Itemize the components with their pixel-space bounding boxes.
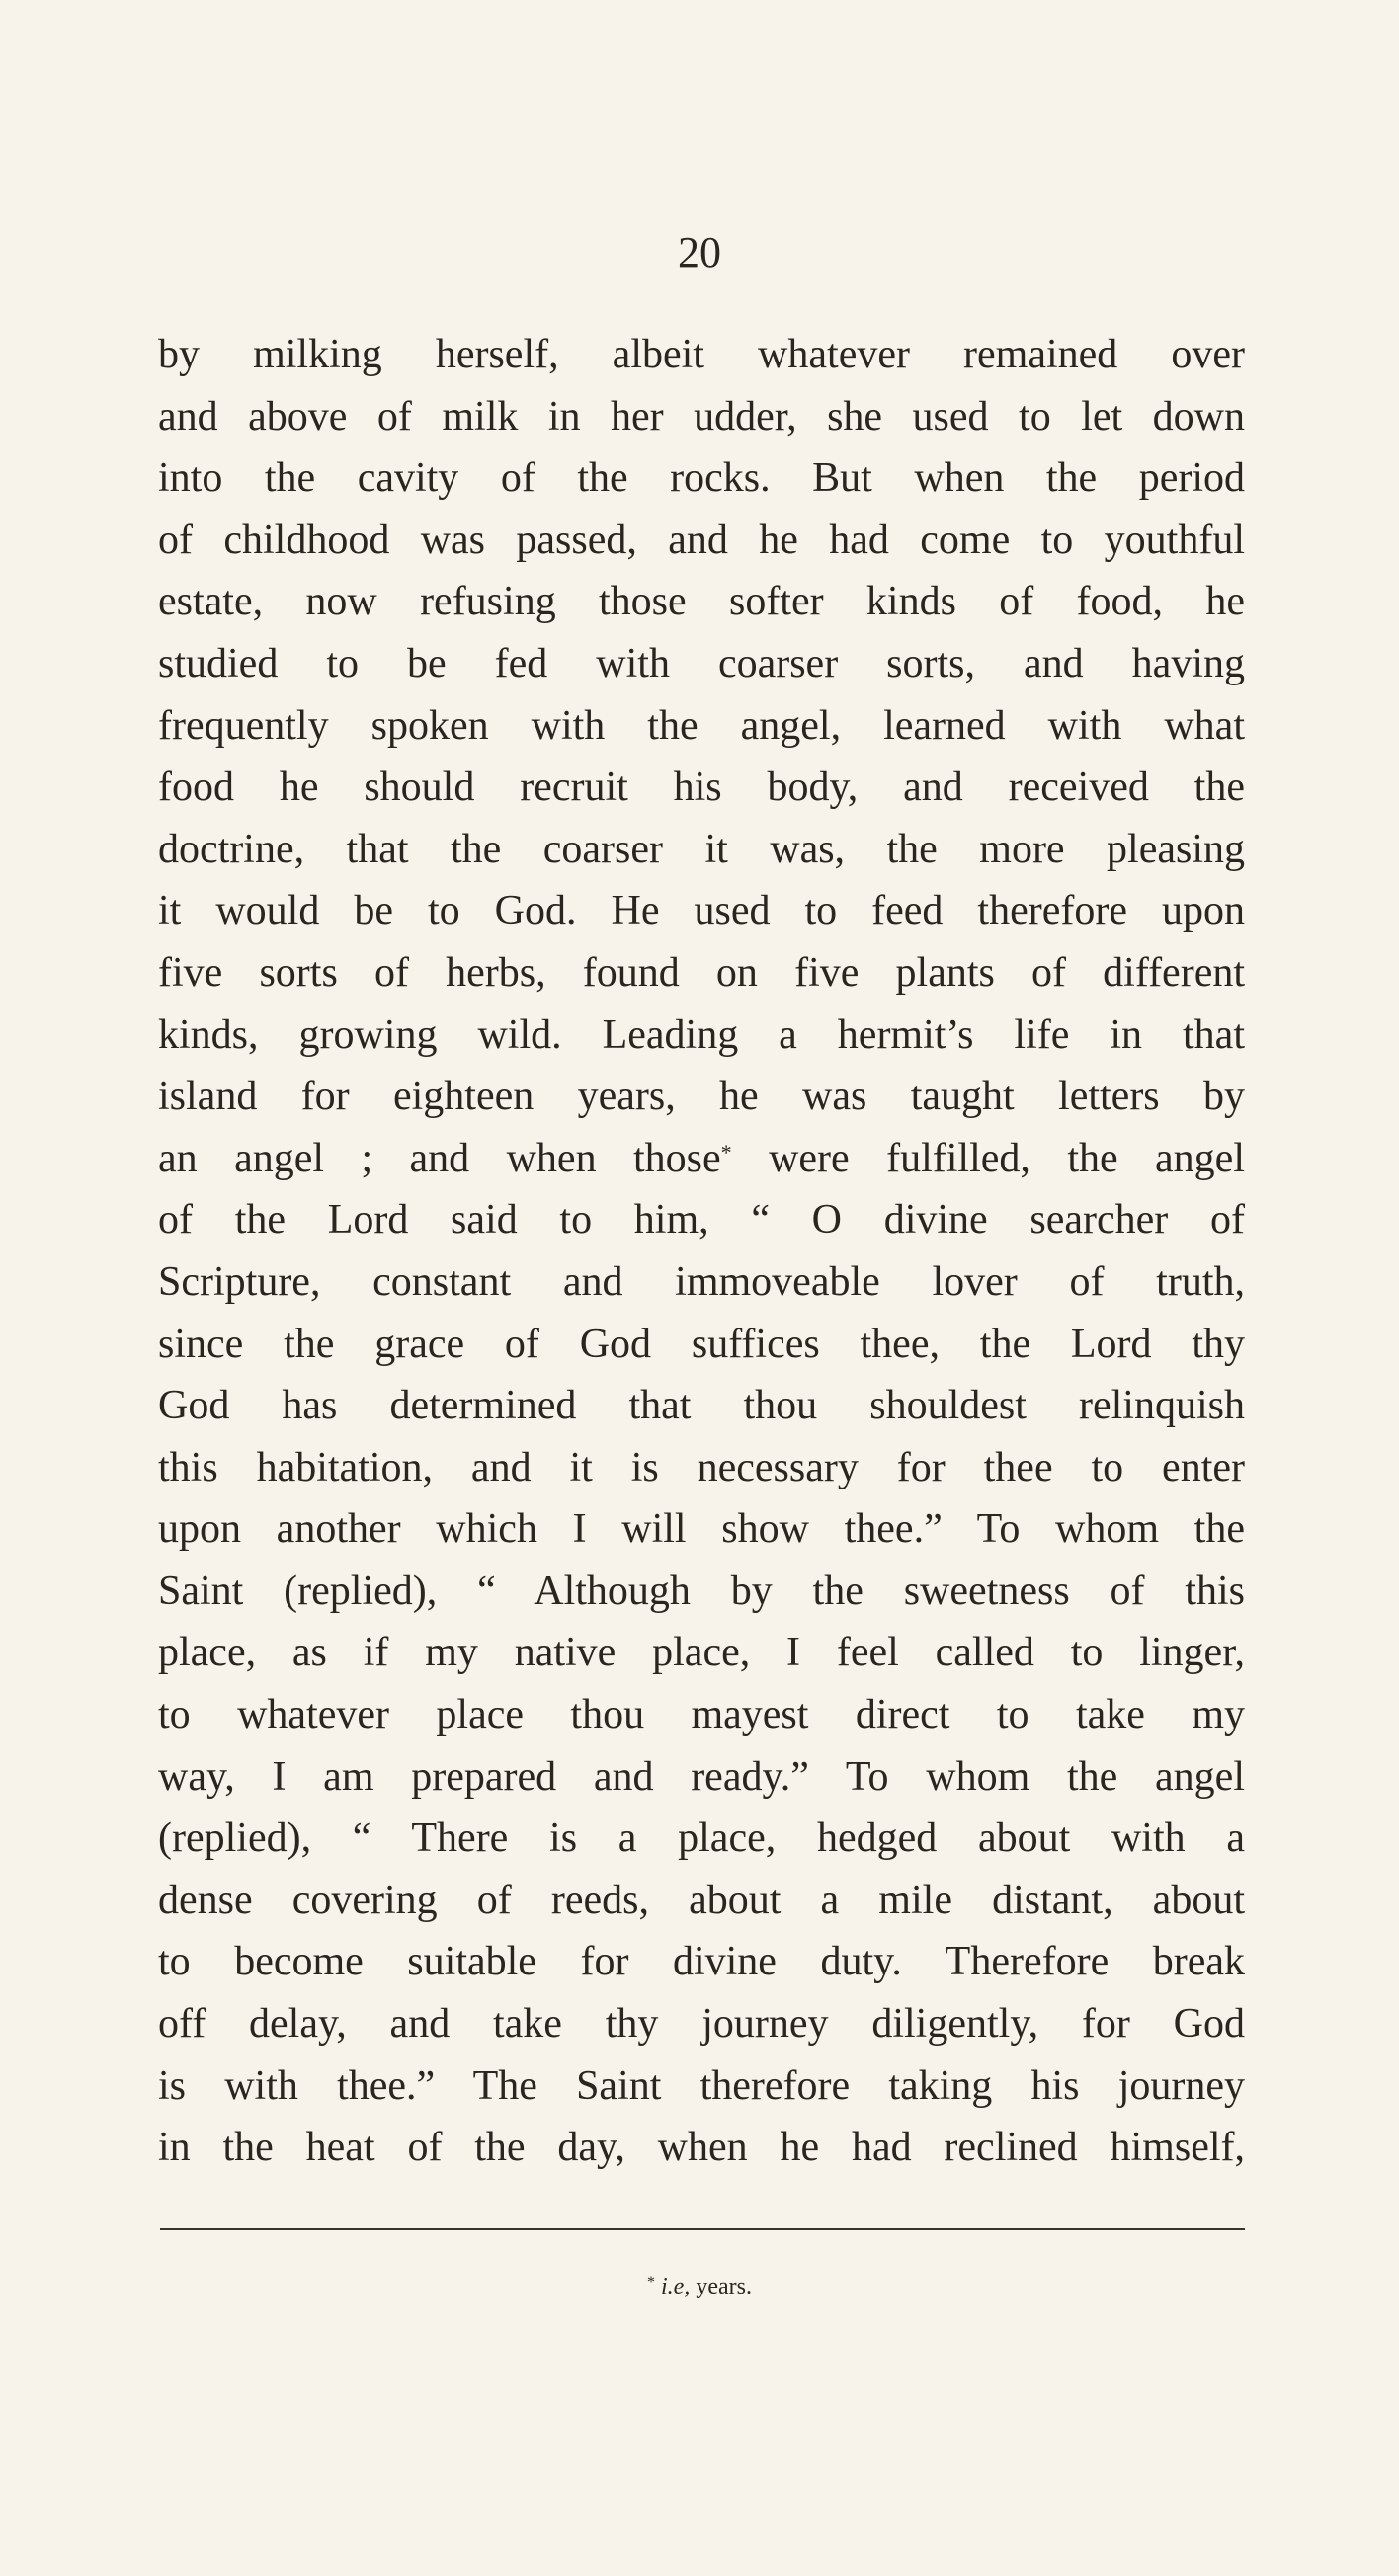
text-line: in the heat of the day, when he had reclined himself, bbox=[158, 2125, 1245, 2171]
text-line: food he should recruit his body, and received the bbox=[158, 765, 1245, 811]
footnote-divider bbox=[160, 2228, 1245, 2230]
text-line: of childhood was passed, and he had come to youthful bbox=[158, 517, 1245, 563]
text-line: five sorts of herbs, found on five plants of different bbox=[158, 949, 1245, 996]
text-line-with-footnote-mark bbox=[158, 1128, 1245, 1190]
footnote-mark: * bbox=[647, 2274, 656, 2291]
text-line: kinds, growing wild. Leading a hermit’s life in that bbox=[158, 1011, 1245, 1058]
footnote-text: years. bbox=[690, 2274, 752, 2299]
footnote-abbreviation: i.e, bbox=[661, 2274, 691, 2299]
text-line: by milking herself, albeit whatever remained over bbox=[158, 332, 1245, 377]
text-line: frequently spoken with the angel, learned with what bbox=[158, 702, 1245, 749]
text-line: into the cavity of the rocks. But when the period bbox=[158, 455, 1245, 502]
text-line: dense covering of reeds, about a mile distant, about bbox=[158, 1877, 1245, 1923]
text-line: Saint (replied), “ Although by the sweetness of this bbox=[158, 1568, 1245, 1614]
text-line: and above of milk in her udder, she used to let down bbox=[158, 393, 1245, 440]
page-number: 20 bbox=[678, 228, 721, 277]
footnote-reference-mark: * bbox=[720, 1139, 732, 1165]
text-line: God has determined that thou shouldest relinquish bbox=[158, 1383, 1245, 1429]
text-line: upon another which I will show thee.” To whom the bbox=[158, 1506, 1245, 1553]
text-line: doctrine, that the coarser it was, the more pleasing bbox=[158, 826, 1245, 872]
text-line: estate, now refusing those softer kinds of food, he bbox=[158, 579, 1245, 625]
text-line: of the Lord said to him, “ O divine searcher of bbox=[158, 1197, 1245, 1244]
footnote bbox=[0, 2272, 1399, 2301]
text-line: to whatever place thou mayest direct to take my bbox=[158, 1692, 1245, 1738]
text-line: Scripture, constant and immoveable lover of truth, bbox=[158, 1258, 1245, 1305]
text-line: (replied), “ There is a place, hedged about with a bbox=[158, 1815, 1245, 1862]
text-line: since the grace of God suffices thee, the Lord thy bbox=[158, 1321, 1245, 1367]
text-line: is with thee.” The Saint therefore taking his journey bbox=[158, 2062, 1245, 2109]
text-line: island for eighteen years, he was taught letters by bbox=[158, 1074, 1245, 1120]
body-text bbox=[158, 324, 1245, 2179]
text-line: studied to be fed with coarser sorts, and having bbox=[158, 640, 1245, 686]
text-segment: an angel ; and when those bbox=[158, 1135, 721, 1181]
text-segment: were fulfilled, the angel bbox=[731, 1135, 1245, 1181]
text-line: off delay, and take thy journey diligently, for God bbox=[158, 2001, 1245, 2048]
text-line: this habitation, and it is necessary for thee to enter bbox=[158, 1444, 1245, 1490]
text-line: it would be to God. He used to feed therefore upon bbox=[158, 888, 1245, 934]
text-line: to become suitable for divine duty. Therefore break bbox=[158, 1939, 1245, 1985]
text-line: place, as if my native place, I feel called to linger, bbox=[158, 1630, 1245, 1676]
text-line: way, I am prepared and ready.” To whom the angel bbox=[158, 1753, 1245, 1800]
